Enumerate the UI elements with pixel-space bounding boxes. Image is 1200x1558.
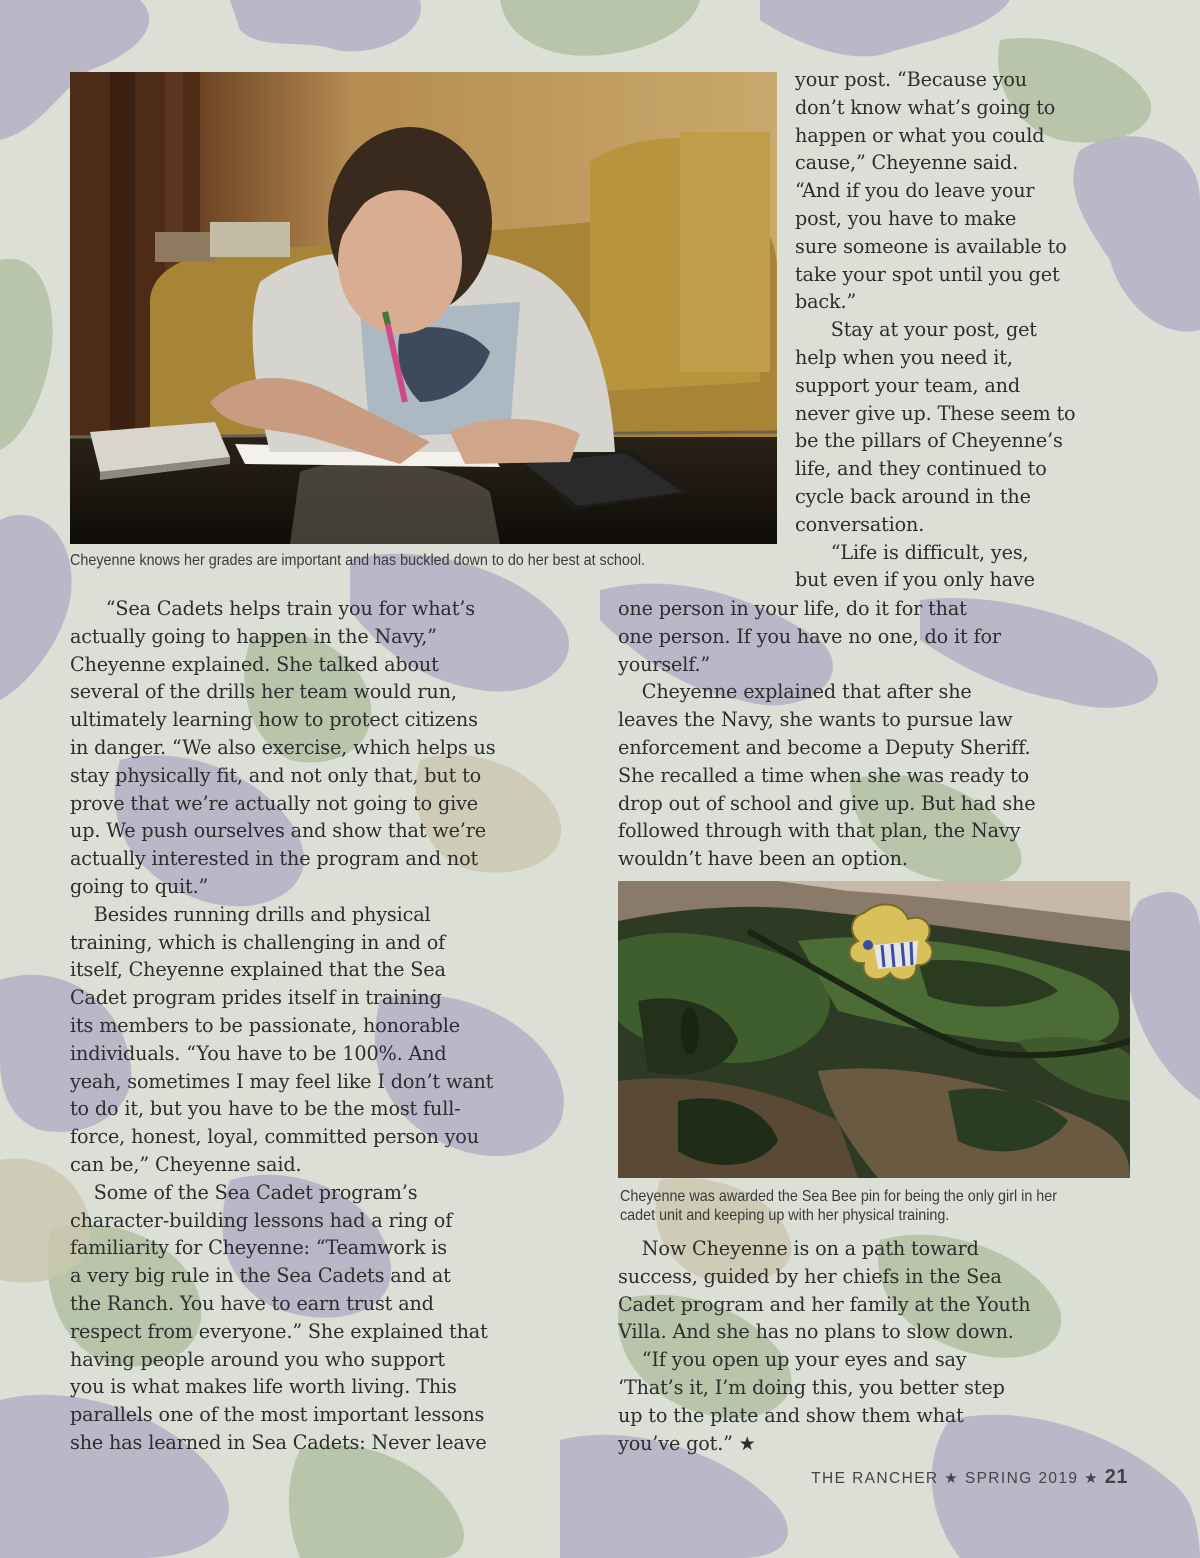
text-line: to do it, but you have to be the most full- [70, 1097, 461, 1121]
text-line: but even if you only have [795, 568, 1035, 592]
text-line: going to quit.” [70, 874, 209, 898]
text-line: cycle back around in the [795, 484, 1031, 508]
text-line: wouldn’t have been an option. [618, 847, 908, 871]
text-line: Villa. And she has no plans to slow down. [618, 1320, 1014, 1344]
text-line: actually going to happen in the Navy,” [70, 624, 437, 648]
text-line: you’ve got.” ★ [618, 1431, 756, 1455]
text-line: one person. If you have no one, do it for [618, 624, 1001, 648]
text-line: yeah, sometimes I may feel like I don’t want [70, 1069, 494, 1093]
text-line: be the pillars of Cheyenne’s [795, 429, 1063, 453]
text-line: post, you have to make [795, 206, 1017, 230]
text-line: help when you need it, [795, 345, 1013, 369]
text-line: support your team, and [795, 373, 1021, 397]
text-line: the Ranch. You have to earn trust and [70, 1291, 434, 1315]
text-line: Cheyenne explained. She talked about [70, 652, 439, 676]
text-line: force, honest, loyal, committed person you [70, 1125, 479, 1149]
page-footer [811, 1466, 1128, 1489]
text-line: leaves the Navy, she wants to pursue law [618, 708, 1013, 732]
text-line: its members to be passionate, honorable [70, 1013, 460, 1037]
text-line: several of the drills her team would run, [70, 680, 457, 704]
text-line: Cadet program prides itself in training [70, 986, 442, 1010]
right-top-column [795, 66, 1075, 594]
text-line: a very big rule in the Sea Cadets and at [70, 1264, 451, 1288]
page-number: 21 [1104, 1466, 1128, 1488]
text-line: Stay at your post, get [795, 318, 1037, 342]
text-line: conversation. [795, 512, 925, 536]
text-line: never give up. These seem to [795, 401, 1076, 425]
text-line: Cheyenne explained that after she [618, 680, 972, 704]
magazine-name: THE RANCHER [811, 1470, 939, 1487]
text-line: up. We push ourselves and show that we’re [70, 819, 486, 843]
caption-line: cadet unit and keeping up with her physical training. [620, 1207, 950, 1224]
text-line: itself, Cheyenne explained that the Sea [70, 958, 446, 982]
text-line: can be,” Cheyenne said. [70, 1152, 302, 1176]
text-line: Besides running drills and physical [70, 902, 431, 926]
text-line: sure someone is available to [795, 234, 1067, 258]
photo-sea-bee-pin [618, 881, 1130, 1178]
right-bottom-column [618, 1235, 1030, 1457]
text-line: you is what makes life worth living. This [70, 1375, 457, 1399]
text-line: ultimately learning how to protect citizens [70, 708, 478, 732]
star-separator-icon: ★ [944, 1470, 960, 1487]
photo-bottom-caption [620, 1187, 1057, 1225]
text-line: “Sea Cadets helps train you for what’s [70, 597, 475, 620]
text-line: cause,” Cheyenne said. [795, 151, 1019, 175]
text-line: individuals. “You have to be 100%. And [70, 1041, 447, 1065]
text-line: prove that we’re actually not going to give [70, 791, 478, 815]
text-line: having people around you who support [70, 1347, 445, 1371]
text-line: success, guided by her chiefs in the Sea [618, 1264, 1002, 1288]
text-line: life, and they continued to [795, 457, 1047, 481]
text-line: familiarity for Cheyenne: “Teamwork is [70, 1236, 447, 1260]
text-line: Cadet program and her family at the Youth [618, 1292, 1031, 1316]
photo-student-writing [70, 72, 777, 544]
text-line: back.” [795, 290, 857, 314]
text-line: enforcement and become a Deputy Sheriff. [618, 735, 1031, 759]
text-line: drop out of school and give up. But had she [618, 791, 1036, 815]
text-line: happen or what you could [795, 123, 1045, 147]
text-line: she has learned in Sea Cadets: Never leave [70, 1430, 487, 1454]
issue-label: SPRING 2019 [964, 1470, 1079, 1487]
text-line: parallels one of the most important lessons [70, 1403, 485, 1427]
text-line: training, which is challenging in and of [70, 930, 446, 954]
text-line: She recalled a time when she was ready to [618, 763, 1030, 787]
text-line: “Life is difficult, yes, [795, 540, 1029, 564]
text-line: ‘That’s it, I’m doing this, you better step [618, 1375, 1005, 1399]
text-line: respect from everyone.” She explained that [70, 1319, 488, 1343]
star-separator-icon: ★ [1084, 1470, 1100, 1487]
text-line: actually interested in the program and not [70, 847, 479, 871]
text-line: up to the plate and show them what [618, 1403, 964, 1427]
text-line: character-building lessons had a ring of [70, 1208, 453, 1232]
text-line: Now Cheyenne is on a path toward [618, 1237, 979, 1260]
text-line: in danger. “We also exercise, which helps us [70, 735, 496, 759]
right-middle-column [618, 595, 1035, 873]
text-line: Some of the Sea Cadet program’s [70, 1180, 418, 1204]
text-line: take your spot until you get [795, 262, 1060, 286]
text-line: stay physically fit, and not only that, but to [70, 763, 482, 787]
text-line: “If you open up your eyes and say [618, 1348, 967, 1372]
text-line: your post. “Because you [795, 68, 1028, 91]
text-line: followed through with that plan, the Navy [618, 819, 1021, 843]
text-line: don’t know what’s going to [795, 95, 1056, 119]
text-line: one person in your life, do it for that [618, 597, 967, 620]
photo-top-caption: Cheyenne knows her grades are important and has buckled down to do her best at school. [70, 552, 645, 569]
left-column [70, 595, 495, 1457]
caption-line: Cheyenne was awarded the Sea Bee pin for being the only girl in her [620, 1188, 1058, 1205]
text-line: “And if you do leave your [795, 179, 1035, 203]
text-line: yourself.” [618, 652, 711, 676]
